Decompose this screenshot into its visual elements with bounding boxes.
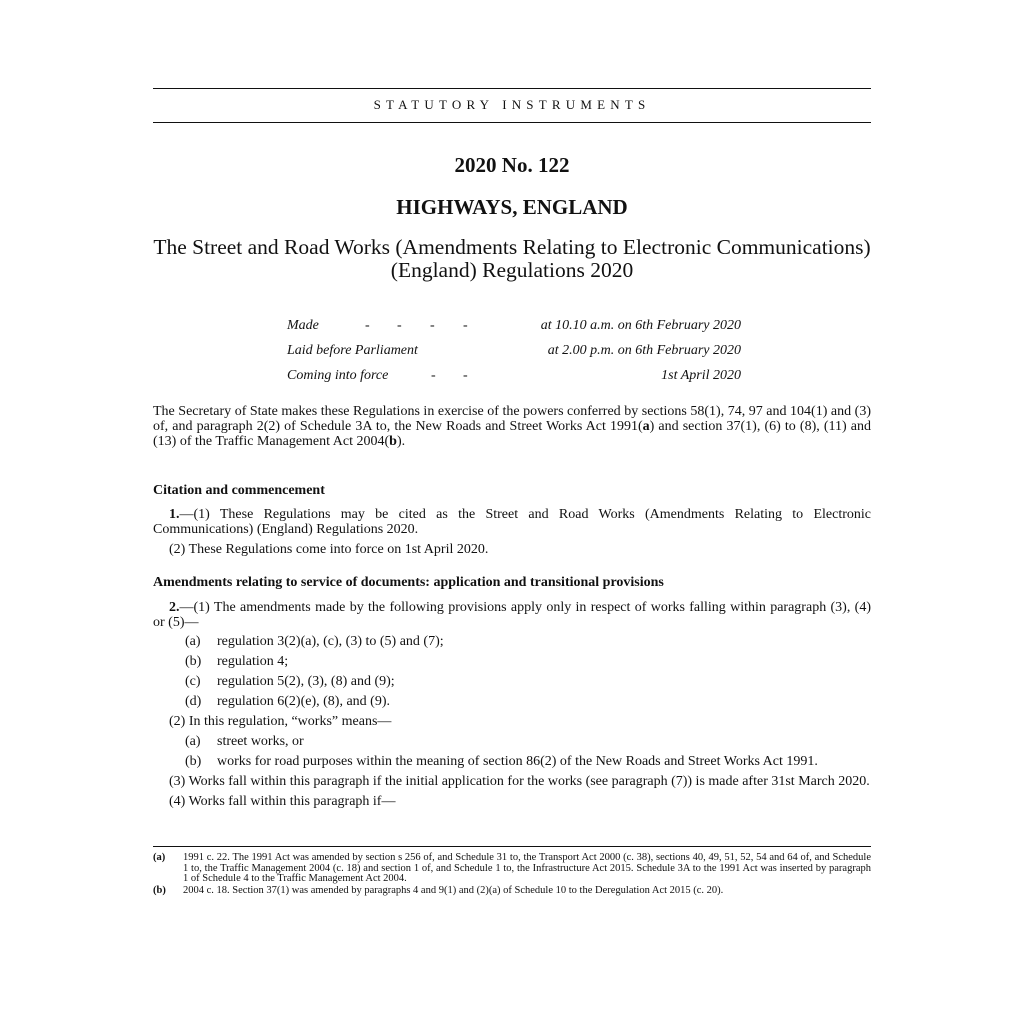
paragraph: (3) Works fall within this paragraph if the initial application for the works (see paragraph (7)) is made after 31st March 2020. <box>169 774 870 789</box>
list-item: (b) works for road purposes within the meaning of section 86(2) of the New Roads and Street Works Act 1991. <box>185 754 818 769</box>
preamble: The Secretary of State makes these Regulations in exercise of the powers conferred by sections 58(1), 74, 97 and 104(1) and (3) of, and paragraph 2(2) of Schedule 3A to, the New Roads and Street Works Act 1991(a) and section 37(1), (6) to (8), (11) and (13) of the Traffic Management Act 2004(b). <box>153 404 871 449</box>
list-item: (a) regulation 3(2)(a), (c), (3) to (5) and (7); <box>185 634 444 649</box>
list-item: (c) regulation 5(2), (3), (8) and (9); <box>185 674 395 689</box>
footnote-ref-b[interactable]: b <box>389 434 397 449</box>
top-rule <box>153 88 871 89</box>
leader-dash: - <box>365 318 370 333</box>
date-label: Coming into force <box>287 368 389 383</box>
date-value: at 10.10 a.m. on 6th February 2020 <box>540 318 741 333</box>
paragraph: (4) Works fall within this paragraph if— <box>169 794 396 809</box>
paragraph: (2) These Regulations come into force on 1st April 2020. <box>169 542 489 557</box>
instrument-number: 2020 No. 122 <box>454 153 570 177</box>
list-item: (d) regulation 6(2)(e), (8), and (9). <box>185 694 390 709</box>
list-item: (b) regulation 4; <box>185 654 289 669</box>
leader-dash: - <box>430 318 435 333</box>
instrument-subject: HIGHWAYS, ENGLAND <box>396 195 628 219</box>
date-label: Laid before Parliament <box>287 343 418 358</box>
footnote-rule <box>153 846 871 847</box>
leader-dash: - <box>397 318 402 333</box>
date-row-in-force <box>287 368 741 393</box>
leader-dash: - <box>463 318 468 333</box>
date-row-laid <box>287 343 741 368</box>
leader-dash: - <box>431 368 436 383</box>
section-number: 1. <box>169 507 180 522</box>
section-1: 1.—(1) These Regulations may be cited as the Street and Road Works (Amendments Relating to Electronic Communications) (England) Regulations 2020. (2) These Regulations come into force on 1st April 2020. <box>153 507 871 557</box>
list-items-1 <box>153 634 871 709</box>
banner-rule <box>153 122 871 123</box>
date-row-made <box>287 318 741 343</box>
leader-dash: - <box>463 368 468 383</box>
footnote-a: (a) 1991 c. 22. The 1991 Act was amended by section s 256 of, and Schedule 31 to, the Transport Act 2000 (c. 38), sections 40, 49, 51, 52, 54 and 64 of, and Schedule 1 to, the Traffic Management 2004 (c. 18) and section 1 of, and Schedule 1 to, the Infrastructure Act 2015. Schedule 3A to the 1991 Act was inserted by paragraph 1 of Schedule 4 to the Traffic Management Act 2004. <box>153 852 871 884</box>
date-label: Made <box>287 318 319 333</box>
date-value: at 2.00 p.m. on 6th February 2020 <box>547 343 741 358</box>
document-banner: STATUTORY INSTRUMENTS <box>373 97 651 112</box>
list-items-2 <box>153 734 871 769</box>
section-number: 2. <box>169 600 180 615</box>
footnote-ref-a[interactable]: a <box>642 419 650 434</box>
section-2-heading: Amendments relating to service of documents: application and transitional provisions <box>153 575 664 590</box>
footnote-b: (b) 2004 c. 18. Section 37(1) was amended by paragraphs 4 and 9(1) and (2)(a) of Schedule 10 to the Deregulation Act 2015 (c. 20). <box>153 884 724 896</box>
section-1-heading: Citation and commencement <box>153 483 325 498</box>
list-item: (a) street works, or <box>185 734 304 749</box>
dates-table <box>287 318 741 393</box>
footnotes <box>153 853 871 897</box>
paragraph: (2) In this regulation, “works” means— <box>169 714 392 729</box>
section-2: 2.—(1) The amendments made by the following provisions apply only in respect of works falling within paragraph (3), (4) or (5)— (a) regulation 3(2)(a), (c), (3) to (5) and (7); (b) regulation 4; (c) regulation 5(2), (3), (8) and (9); (d) regulation 6(2)(e), (8), and (9). (2) In this regulation, “works” means— (a) street works, or (b) works for road purposes within the meaning of section 86(2) of the New Roads and Street Works Act 1991. (3) Works fall within this paragraph if the initial application for the works (see paragraph (7)) is made after 31st March 2020. (4) Works fall within this paragraph if— <box>153 600 871 809</box>
instrument-title: The Street and Road Works (Amendments Relating to Electronic Communications) (England) Regulations 2020 <box>153 235 871 282</box>
date-value: 1st April 2020 <box>661 368 741 383</box>
